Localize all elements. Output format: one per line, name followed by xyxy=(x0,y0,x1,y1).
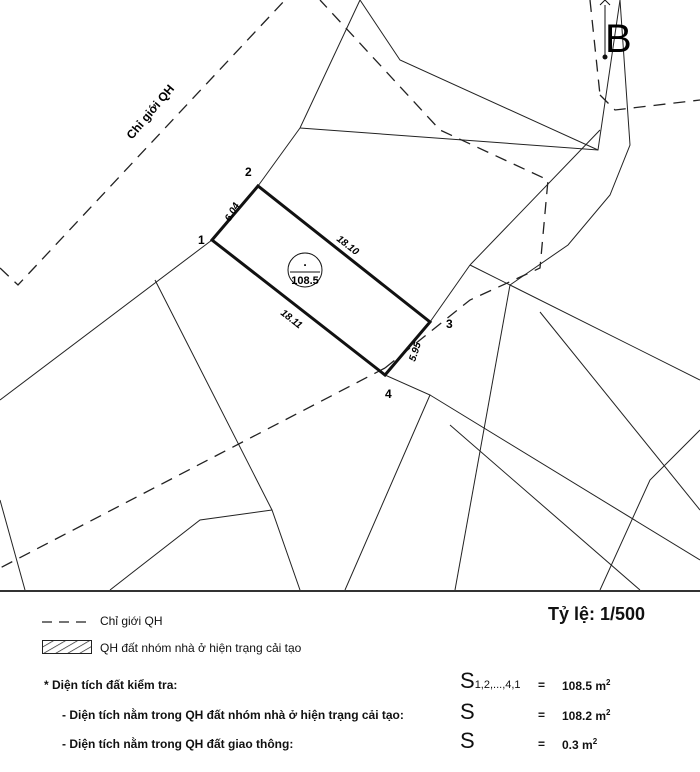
vertex-2: 2 xyxy=(245,165,252,179)
edge-1-2-length: 6.04 xyxy=(223,201,243,224)
vertex-3: 3 xyxy=(446,317,453,331)
parcel-area-dot: . xyxy=(303,255,307,269)
area-row-1-subscript: 1,2,...,4,1 xyxy=(474,679,521,691)
edge-4-1-length: 18.11 xyxy=(278,307,305,332)
edge-2-3-length: 18.10 xyxy=(334,233,361,258)
boundary-label: Chỉ giới QH xyxy=(123,81,178,142)
parcel-area-value: 108.5 xyxy=(291,275,319,287)
area-row-2-eq: = xyxy=(538,708,546,722)
area-row-3-symbol: S xyxy=(460,728,475,753)
vertex-4: 4 xyxy=(385,387,392,401)
area-row-3-label: - Diện tích nằm trong QH đất giao thông: xyxy=(62,737,294,751)
vertex-1: 1 xyxy=(198,233,205,247)
legend-panel xyxy=(0,590,700,772)
area-row-2-value: 108.2 $m^2$ xyxy=(562,708,611,723)
area-row-1-eq: = xyxy=(538,678,546,692)
north-label: B xyxy=(605,17,632,61)
edge-3-4-length: 5.95 xyxy=(407,341,424,363)
area-row-3-eq: = xyxy=(538,737,546,751)
dashed-line-icon xyxy=(42,619,92,625)
dashed-legend-label: Chỉ giới QH xyxy=(100,614,163,628)
hatch-legend-label: QH đất nhóm nhà ở hiện trạng cải tạo xyxy=(100,641,302,655)
parcel-1234 xyxy=(212,186,430,375)
area-row-2-label: - Diện tích nằm trong QH đất nhóm nhà ở hiện trạng cải tạo: xyxy=(62,708,404,722)
area-row-2-symbol: S xyxy=(460,699,475,724)
area-row-1-symbol: S1,2,...,4,1 xyxy=(460,668,521,693)
hatch-swatch-icon xyxy=(42,640,92,654)
area-row-1-label: * Diện tích đất kiểm tra: xyxy=(44,678,178,692)
area-row-1-value: 108.5 $m^2$ xyxy=(562,678,611,693)
scale-label: Tỷ lệ: 1/500 xyxy=(548,604,646,624)
area-row-3-value: 0.3 $m^2$ xyxy=(562,737,598,752)
